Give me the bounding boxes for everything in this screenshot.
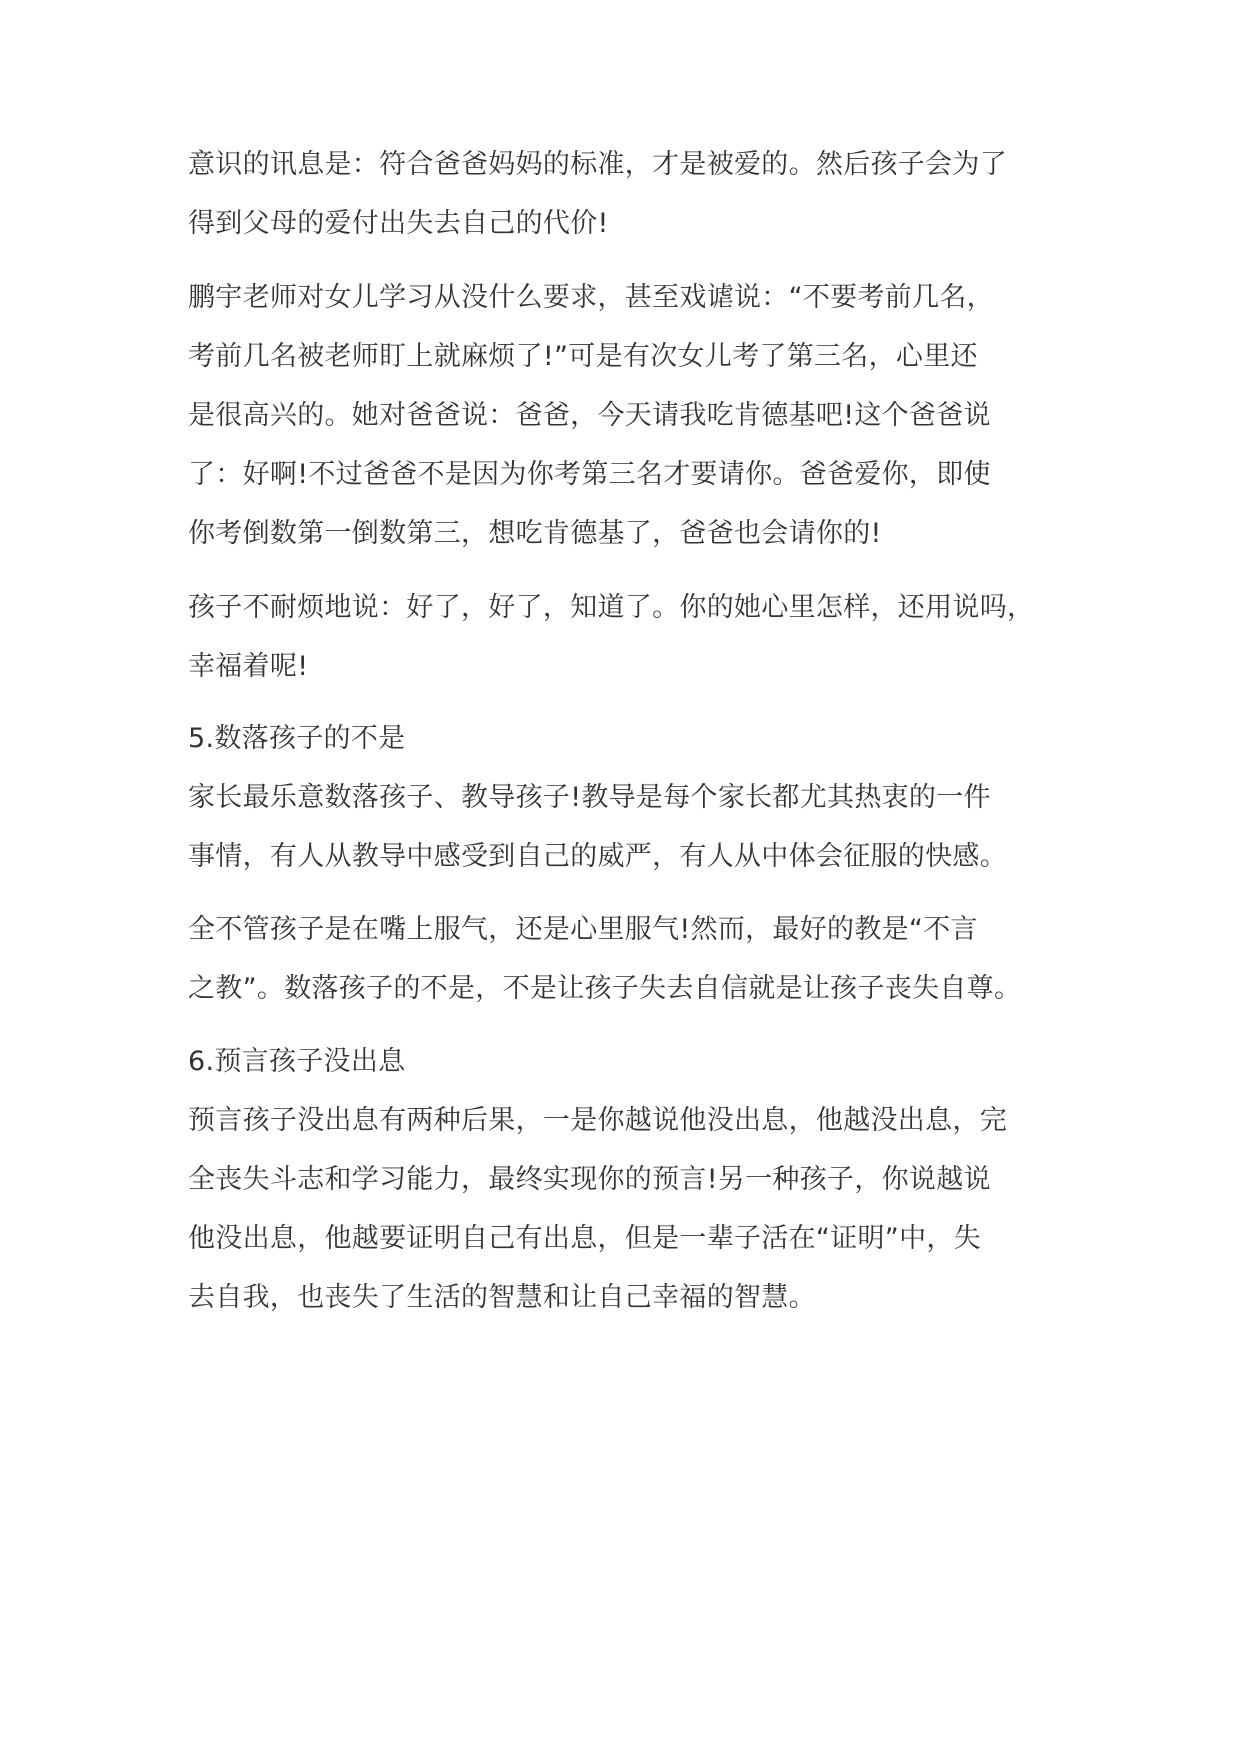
text-line: 了：好啊!不过爸爸不是因为你考第三名才要请你。爸爸爱你，即使 bbox=[188, 459, 991, 490]
text-line: 之教”。数落孩子的不是，不是让孩子失去自信就是让孩子丧失自尊。 bbox=[188, 973, 1022, 1004]
text-line: 全不管孩子是在嘴上服气，还是心里服气!然而，最好的教是“不言 bbox=[188, 914, 978, 945]
text-line: 孩子不耐烦地说：好了，好了，知道了。你的她心里怎样，还用说吗， bbox=[188, 592, 1035, 623]
text-line: 得到父母的爱付出失去自己的代价! bbox=[188, 208, 609, 239]
text-line: 预言孩子没出息有两种后果，一是你越说他没出息，他越没出息，完 bbox=[188, 1105, 1007, 1136]
text-line: 幸福着呢! bbox=[188, 651, 309, 682]
section-heading: 6.预言孩子没出息 bbox=[188, 1046, 406, 1077]
text-line: 去自我，也丧失了生活的智慧和让自己幸福的智慧。 bbox=[188, 1282, 816, 1313]
text-line: 你考倒数第一倒数第三，想吃肯德基了，爸爸也会请你的! bbox=[188, 518, 882, 549]
text-line: 考前几名被老师盯上就麻烦了!”可是有次女儿考了第三名，心里还 bbox=[188, 341, 978, 372]
text-line: 意识的讯息是：符合爸爸妈妈的标准，才是被爱的。然后孩子会为了 bbox=[188, 149, 1007, 180]
text-line: 是很高兴的。她对爸爸说：爸爸，今天请我吃肯德基吧!这个爸爸说 bbox=[188, 400, 991, 431]
section-heading: 5.数落孩子的不是 bbox=[188, 723, 406, 754]
text-line: 事情，有人从教导中感受到自己的威严，有人从中体会征服的快感。 bbox=[188, 841, 1007, 872]
text-line: 全丧失斗志和学习能力，最终实现你的预言!另一种孩子，你说越说 bbox=[188, 1164, 991, 1195]
text-line: 鹏宇老师对女儿学习从没什么要求，甚至戏谑说：“不要考前几名， bbox=[188, 282, 994, 313]
text-line: 家长最乐意数落孩子、教导孩子!教导是每个家长都尤其热衷的一件 bbox=[188, 782, 991, 813]
text-line: 他没出息，他越要证明自己有出息，但是一辈子活在“证明”中，失 bbox=[188, 1223, 981, 1254]
